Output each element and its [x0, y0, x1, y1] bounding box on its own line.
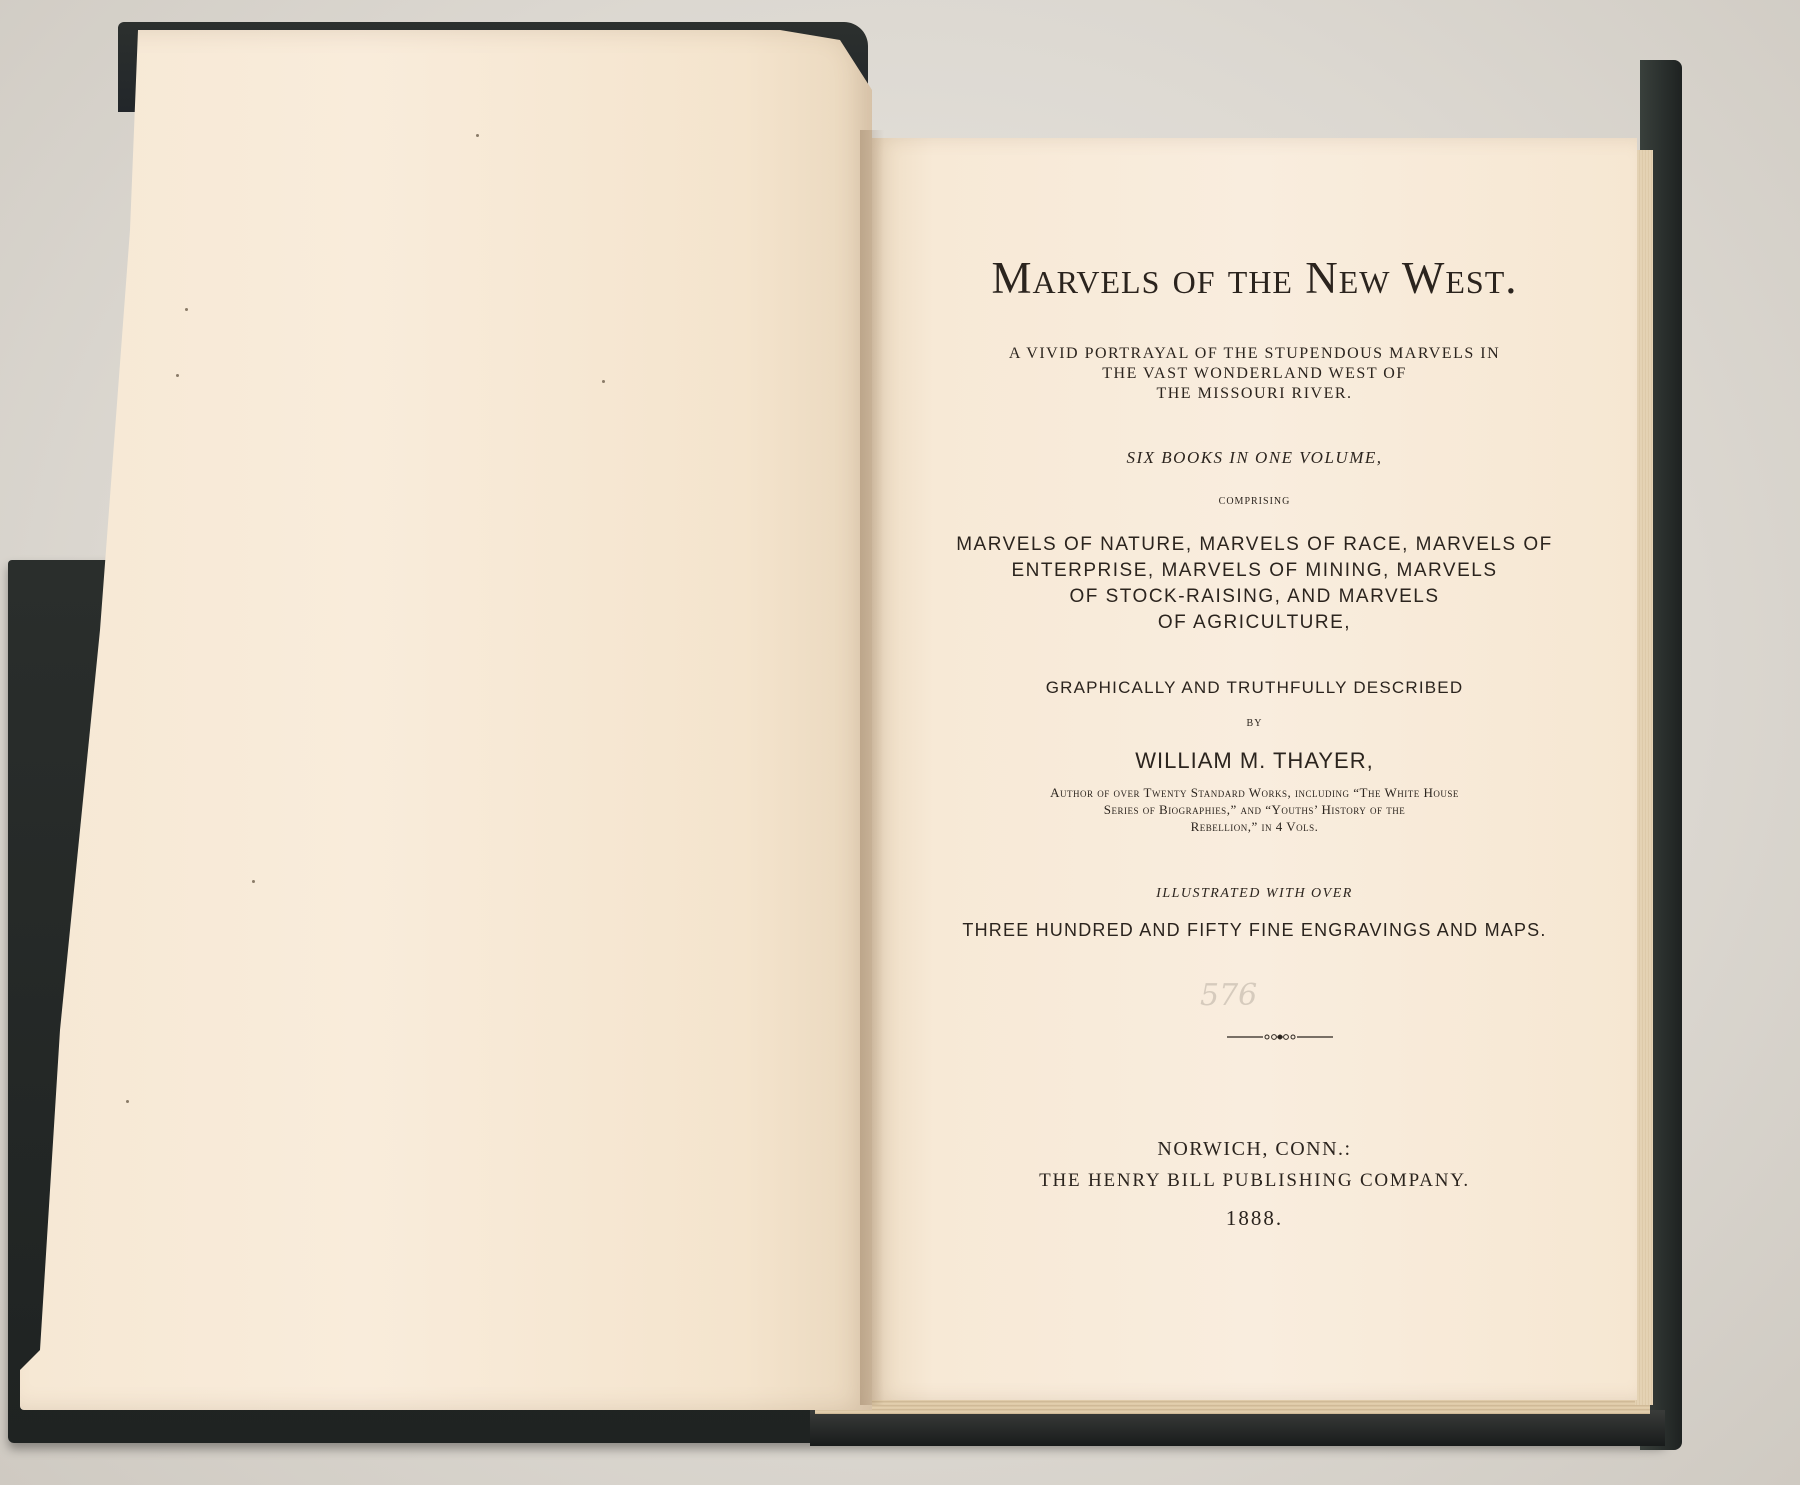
- subtitle-line: A VIVID PORTRAYAL OF THE STUPENDOUS MARVELS IN: [1008, 345, 1501, 362]
- credits-line: Rebellion,” in 4 Vols.: [1190, 819, 1319, 834]
- contents-line: OF AGRICULTURE,: [1157, 612, 1352, 633]
- publication-year: 1888.: [1225, 1206, 1284, 1230]
- author-name: WILLIAM M. THAYER,: [1135, 748, 1374, 773]
- paper-speck: [126, 1100, 129, 1103]
- printer-ornament-icon: [1227, 1031, 1333, 1043]
- paper-speck: [602, 380, 605, 383]
- author-credits: [872, 784, 1637, 835]
- illustrated-note: ILLUSTRATED WITH OVER: [1156, 886, 1353, 901]
- left-blank-page: [20, 30, 872, 1410]
- paper-speck: [476, 134, 479, 137]
- credits-line: Author of over Twenty Standard Works, including “The White House: [1050, 785, 1459, 800]
- engravings-note: THREE HUNDRED AND FIFTY FINE ENGRAVINGS AND MAPS.: [962, 920, 1547, 940]
- by-label: BY: [1246, 718, 1263, 729]
- contents-list: [872, 532, 1637, 636]
- pencil-annotation: 576: [1200, 978, 1258, 1013]
- volume-note: SIX BOOKS IN ONE VOLUME,: [1126, 448, 1383, 467]
- paper-speck: [176, 374, 179, 377]
- page-block-bottom-edge: [815, 1398, 1650, 1414]
- described-line: GRAPHICALLY AND TRUTHFULLY DESCRIBED: [1045, 678, 1464, 697]
- comprising-label: COMPRISING: [1218, 496, 1291, 507]
- subtitle-line: THE VAST WONDERLAND WEST OF: [1102, 365, 1407, 382]
- page-block-side-edge: [1635, 150, 1653, 1405]
- publication-place: NORWICH, CONN.:: [1157, 1138, 1352, 1160]
- credits-line: Series of Biographies,” and “Youths’ History of the: [1103, 802, 1406, 817]
- publisher-name: THE HENRY BILL PUBLISHING COMPANY.: [1039, 1170, 1470, 1191]
- book-cover-bottom: [810, 1410, 1665, 1446]
- contents-line: OF STOCK-RAISING, AND MARVELS: [1069, 586, 1440, 607]
- book-subtitle: [872, 344, 1637, 404]
- paper-speck: [252, 880, 255, 883]
- contents-line: ENTERPRISE, MARVELS OF MINING, MARVELS: [1011, 560, 1498, 581]
- subtitle-line: THE MISSOURI RIVER.: [1156, 385, 1353, 402]
- paper-speck: [185, 308, 188, 311]
- contents-line: MARVELS OF NATURE, MARVELS OF RACE, MARVELS OF: [956, 534, 1553, 555]
- book-title: Marvels of the New West.: [991, 253, 1518, 303]
